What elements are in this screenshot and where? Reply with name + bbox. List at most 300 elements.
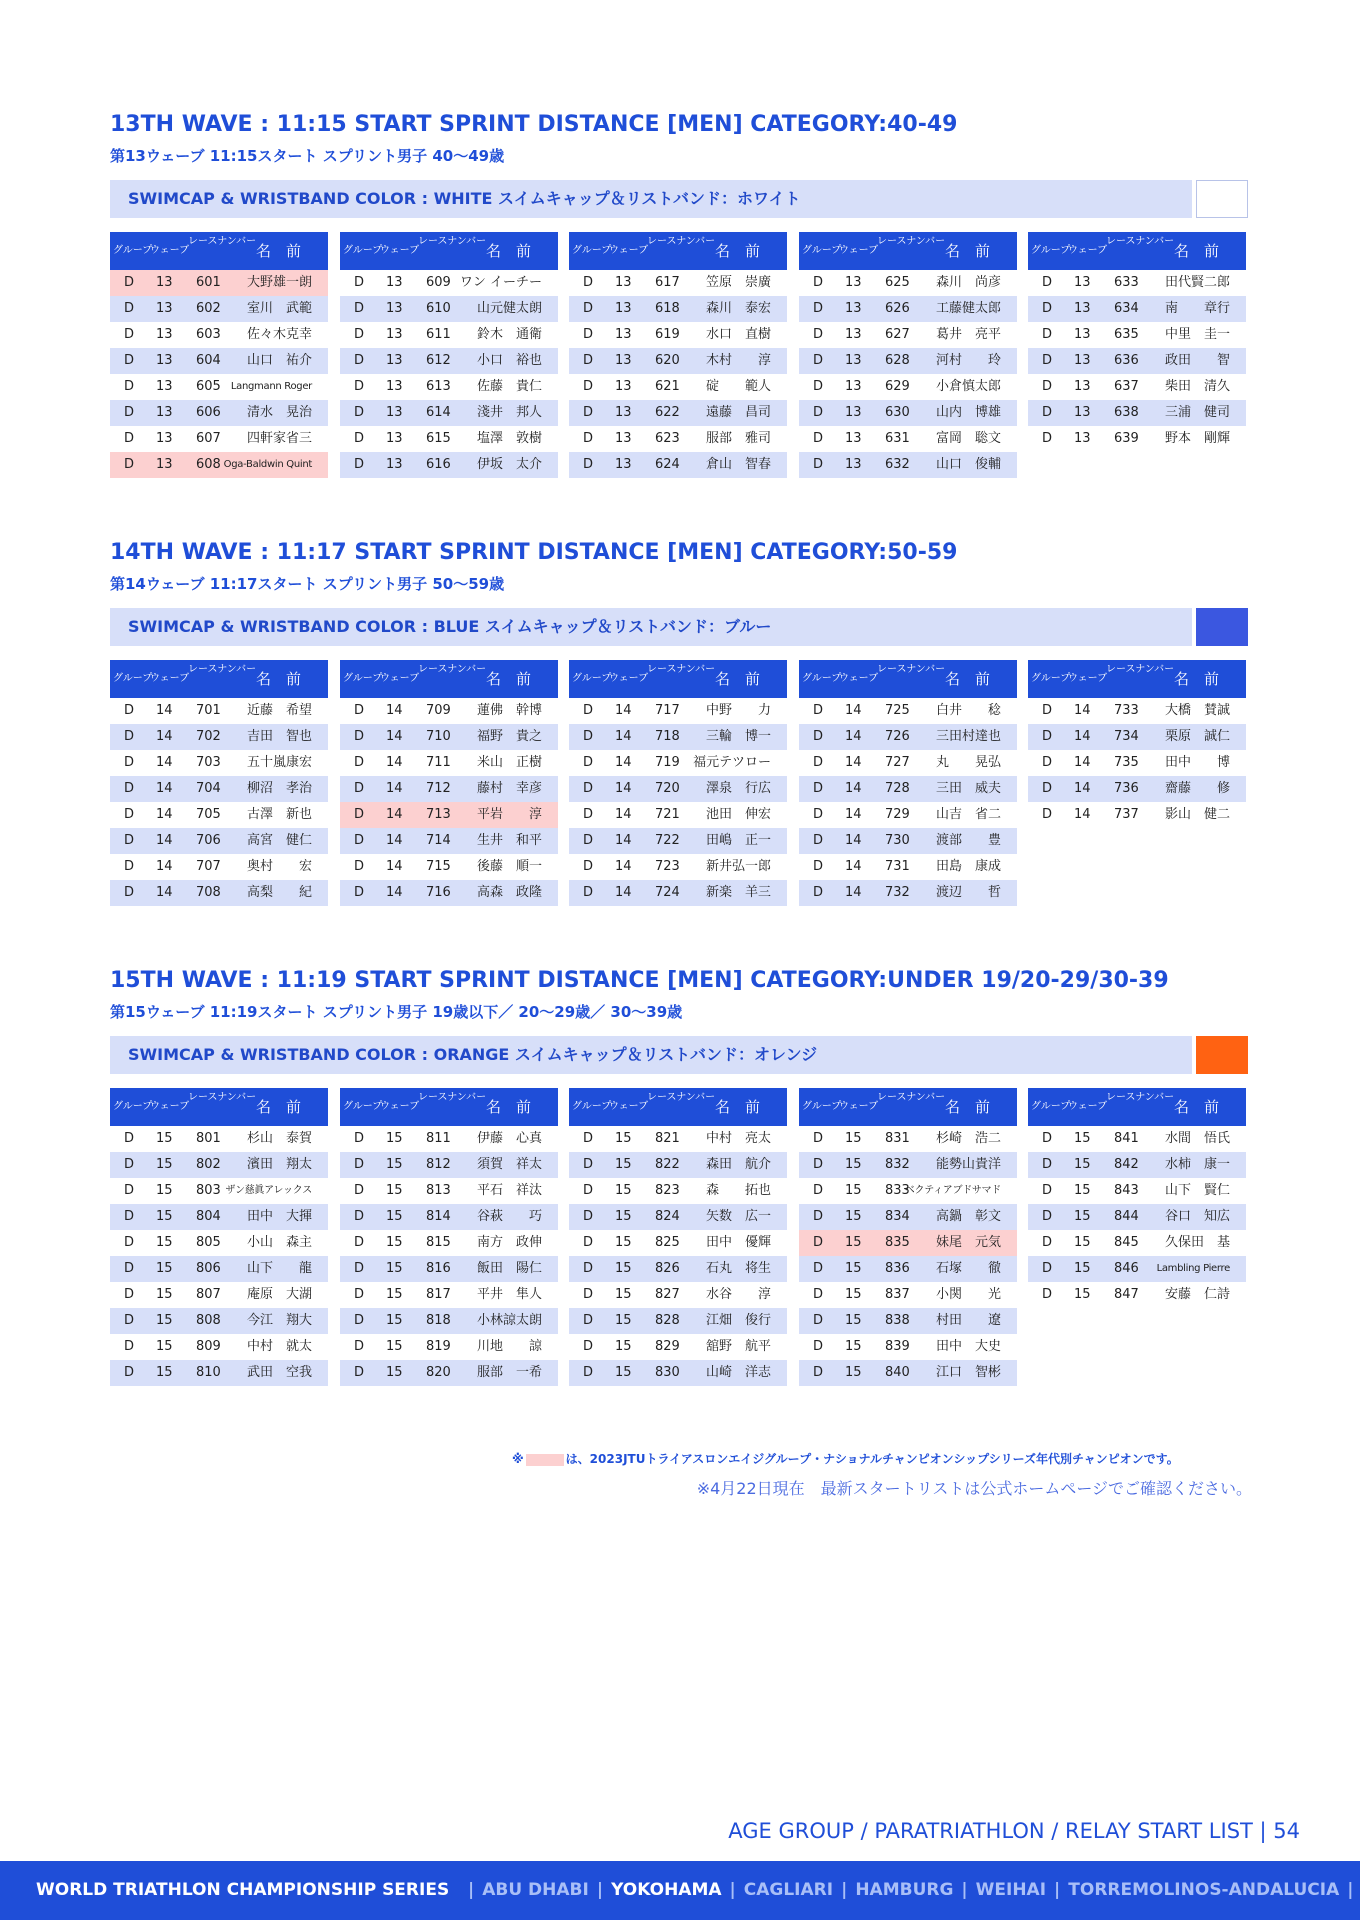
athlete-name-cell: 三輪 博一	[705, 729, 771, 744]
wave-cell: 14	[156, 833, 173, 848]
header-name: 名 前	[945, 242, 991, 260]
race-number-cell: 729	[885, 807, 910, 822]
table-row	[569, 348, 787, 374]
athlete-name-cell: 古澤 新也	[246, 807, 312, 822]
athlete-name-cell: 淺井 邦人	[476, 405, 542, 420]
race-number-cell: 844	[1114, 1209, 1139, 1224]
header-wave: ウェーブ	[609, 673, 649, 684]
race-number-cell: 841	[1114, 1131, 1139, 1146]
city-cagliari[interactable]: CAGLIARI	[743, 1880, 834, 1900]
wave-cell: 15	[156, 1209, 173, 1224]
group-cell: D	[583, 1365, 594, 1380]
group-cell: D	[354, 1313, 365, 1328]
athlete-name-cell: 工藤健太郎	[935, 301, 1001, 316]
wave-cell: 15	[386, 1157, 403, 1172]
wave-cell: 15	[386, 1313, 403, 1328]
wave-cell: 14	[156, 703, 173, 718]
athlete-name-cell: 田中 大揮	[246, 1209, 312, 1224]
table-header	[569, 660, 787, 698]
race-number-cell: 715	[426, 859, 451, 874]
start-list-table	[110, 660, 328, 906]
wave-cell: 14	[615, 781, 632, 796]
race-number-cell: 822	[655, 1157, 680, 1172]
table-row	[1028, 322, 1246, 348]
group-cell: D	[124, 379, 135, 394]
group-cell: D	[354, 1287, 365, 1302]
wave-cell: 13	[1074, 353, 1091, 368]
table-row	[799, 1308, 1017, 1334]
table-header	[569, 232, 787, 270]
group-cell: D	[813, 859, 824, 874]
table-row	[569, 322, 787, 348]
race-number-cell: 627	[885, 327, 910, 342]
wave-cell: 15	[845, 1235, 862, 1250]
group-cell: D	[813, 1183, 824, 1198]
athlete-name-cell: 室川 武範	[246, 301, 312, 316]
race-number-cell: 736	[1114, 781, 1139, 796]
table-row	[569, 698, 787, 724]
header-race-number: レースナンバー	[877, 664, 946, 675]
wave-cell: 15	[156, 1365, 173, 1380]
header-name: 名 前	[256, 1098, 302, 1116]
race-number-cell: 711	[426, 755, 451, 770]
table-row	[110, 400, 328, 426]
race-number-cell: 622	[655, 405, 680, 420]
header-wave: ウェーブ	[380, 245, 420, 256]
group-cell: D	[583, 431, 594, 446]
header-group: グループ	[343, 1101, 383, 1112]
header-name: 名 前	[715, 670, 761, 688]
wave-cell: 15	[615, 1313, 632, 1328]
table-row	[799, 828, 1017, 854]
group-cell: D	[1042, 729, 1053, 744]
race-number-cell: 637	[1114, 379, 1139, 394]
group-cell: D	[354, 379, 365, 394]
race-number-cell: 828	[655, 1313, 680, 1328]
wave-cell: 13	[845, 327, 862, 342]
wave-cell: 14	[1074, 781, 1091, 796]
athlete-name-cell: 山元健太朗	[476, 301, 542, 316]
header-race-number: レースナンバー	[418, 1092, 487, 1103]
wave-cell: 15	[615, 1235, 632, 1250]
group-cell: D	[813, 275, 824, 290]
table-row	[799, 802, 1017, 828]
athlete-name-cell: 後藤 順一	[476, 859, 542, 874]
table-row	[340, 426, 558, 452]
update-note: ※4月22日現在 最新スタートリストは公式ホームページでご確認ください。	[696, 1479, 1252, 1498]
wave-title: 15TH WAVE : 11:19 START SPRINT DISTANCE [MEN] CATEGORY:UNDER 19/20-29/30-39	[110, 968, 1169, 993]
race-number-cell: 807	[196, 1287, 221, 1302]
group-cell: D	[1042, 301, 1053, 316]
table-row	[569, 374, 787, 400]
table-row	[340, 1334, 558, 1360]
city-torremolinos-andalucia[interactable]: TORREMOLINOS-ANDALUCIA	[1068, 1880, 1340, 1900]
wave-cell: 15	[386, 1365, 403, 1380]
header-wave: ウェーブ	[150, 1101, 190, 1112]
group-cell: D	[813, 379, 824, 394]
table-row	[569, 880, 787, 906]
table-row	[340, 750, 558, 776]
table-header	[110, 1088, 328, 1126]
race-number-cell: 603	[196, 327, 221, 342]
wave-cell: 15	[615, 1157, 632, 1172]
table-row	[799, 322, 1017, 348]
race-number-cell: 830	[655, 1365, 680, 1380]
header-group: グループ	[802, 673, 842, 684]
wave-cell: 13	[156, 379, 173, 394]
table-row	[340, 1230, 558, 1256]
race-number-cell: 824	[655, 1209, 680, 1224]
race-number-cell: 714	[426, 833, 451, 848]
athlete-name-cell: Langmann Roger	[230, 381, 312, 392]
city-weihai[interactable]: WEIHAI	[975, 1880, 1047, 1900]
header-wave: ウェーブ	[839, 1101, 879, 1112]
race-number-cell: 610	[426, 301, 451, 316]
race-number-cell: 836	[885, 1261, 910, 1276]
wave-cell: 13	[386, 457, 403, 472]
header-group: グループ	[113, 673, 153, 684]
table-row	[799, 374, 1017, 400]
athlete-name-cell: 鈴木 通衛	[476, 327, 542, 342]
group-cell: D	[354, 301, 365, 316]
race-number-cell: 823	[655, 1183, 680, 1198]
athlete-name-cell: 大野雄一朗	[246, 275, 312, 290]
wave-cell: 14	[1074, 807, 1091, 822]
race-number-cell: 631	[885, 431, 910, 446]
race-number-cell: 838	[885, 1313, 910, 1328]
wave-cell: 15	[386, 1131, 403, 1146]
group-cell: D	[124, 755, 135, 770]
header-group: グループ	[1031, 245, 1071, 256]
table-header	[340, 660, 558, 698]
wave-cell: 15	[615, 1209, 632, 1224]
start-list-table	[799, 232, 1017, 478]
wave-cell: 15	[845, 1287, 862, 1302]
table-row	[799, 296, 1017, 322]
race-number-cell: 839	[885, 1339, 910, 1354]
group-cell: D	[583, 275, 594, 290]
athlete-name-cell: 遠藤 昌司	[705, 405, 771, 420]
swimcap-color-swatch	[1196, 1036, 1248, 1074]
athlete-name-cell: 奥村 宏	[246, 859, 312, 874]
table-row	[799, 1282, 1017, 1308]
table-row	[799, 426, 1017, 452]
group-cell: D	[813, 1235, 824, 1250]
wave-cell: 15	[156, 1261, 173, 1276]
table-row	[799, 724, 1017, 750]
table-row	[340, 1126, 558, 1152]
wave-cell: 13	[1074, 379, 1091, 394]
athlete-name-cell: 澤泉 行広	[705, 781, 771, 796]
table-row	[1028, 348, 1246, 374]
race-number-cell: 735	[1114, 755, 1139, 770]
header-name: 名 前	[486, 670, 532, 688]
group-cell: D	[583, 379, 594, 394]
race-number-cell: 728	[885, 781, 910, 796]
table-row	[569, 1152, 787, 1178]
group-cell: D	[124, 1339, 135, 1354]
table-row	[799, 348, 1017, 374]
group-cell: D	[124, 833, 135, 848]
city-separator: |	[841, 1880, 848, 1900]
athlete-name-cell: 吉田 智也	[246, 729, 312, 744]
race-number-cell: 616	[426, 457, 451, 472]
group-cell: D	[354, 833, 365, 848]
race-number-cell: 626	[885, 301, 910, 316]
athlete-name-cell: 中野 力	[705, 703, 771, 718]
athlete-name-cell: 山下 龍	[246, 1261, 312, 1276]
header-name: 名 前	[486, 242, 532, 260]
swimcap-color-label: SWIMCAP & WRISTBAND COLOR : ORANGE スイムキャップ＆リストバンド：オレンジ	[110, 1036, 1192, 1074]
race-number-cell: 814	[426, 1209, 451, 1224]
athlete-name-cell: 生井 和平	[476, 833, 542, 848]
group-cell: D	[124, 885, 135, 900]
athlete-name-cell: 小関 光	[935, 1287, 1001, 1302]
race-number-cell: 623	[655, 431, 680, 446]
header-wave: ウェーブ	[1068, 1101, 1108, 1112]
wave-cell: 13	[615, 327, 632, 342]
race-number-cell: 720	[655, 781, 680, 796]
race-number-cell: 617	[655, 275, 680, 290]
athlete-name-cell: 中村 就太	[246, 1339, 312, 1354]
group-cell: D	[124, 703, 135, 718]
wave-cell: 14	[156, 885, 173, 900]
group-cell: D	[1042, 431, 1053, 446]
wave-cell: 14	[845, 755, 862, 770]
table-row	[1028, 1256, 1246, 1282]
table-row	[340, 828, 558, 854]
group-cell: D	[354, 353, 365, 368]
wave-section	[110, 110, 1248, 532]
group-cell: D	[583, 1339, 594, 1354]
table-row	[569, 724, 787, 750]
race-number-cell: 636	[1114, 353, 1139, 368]
header-race-number: レースナンバー	[418, 236, 487, 247]
wave-cell: 15	[615, 1183, 632, 1198]
table-row	[110, 270, 328, 296]
table-row	[569, 1282, 787, 1308]
group-cell: D	[583, 1313, 594, 1328]
city-yokohama[interactable]: YOKOHAMA	[611, 1880, 722, 1900]
table-header	[110, 660, 328, 698]
group-cell: D	[583, 327, 594, 342]
athlete-name-cell: 谷萩 巧	[476, 1209, 542, 1224]
group-cell: D	[813, 405, 824, 420]
table-row	[1028, 296, 1246, 322]
table-row	[110, 1282, 328, 1308]
group-cell: D	[1042, 1157, 1053, 1172]
athlete-name-cell: 渡辺 哲	[935, 885, 1001, 900]
wave-cell: 14	[845, 729, 862, 744]
race-number-cell: 840	[885, 1365, 910, 1380]
group-cell: D	[354, 1235, 365, 1250]
race-number-cell: 813	[426, 1183, 451, 1198]
swimcap-color-swatch	[1196, 608, 1248, 646]
race-number-cell: 809	[196, 1339, 221, 1354]
athlete-name-cell: 妹尾 元気	[935, 1235, 1001, 1250]
group-cell: D	[354, 327, 365, 342]
group-cell: D	[124, 1209, 135, 1224]
wave-cell: 13	[386, 431, 403, 446]
race-number-cell: 608	[196, 457, 221, 472]
wave-cell: 13	[156, 301, 173, 316]
group-cell: D	[813, 1365, 824, 1380]
athlete-name-cell: 高宮 健仁	[246, 833, 312, 848]
header-race-number: レースナンバー	[877, 236, 946, 247]
group-cell: D	[124, 1235, 135, 1250]
wave-cell: 14	[156, 807, 173, 822]
group-cell: D	[124, 457, 135, 472]
race-number-cell: 723	[655, 859, 680, 874]
city-hamburg[interactable]: HAMBURG	[855, 1880, 954, 1900]
wave-cell: 14	[845, 859, 862, 874]
start-list-table	[569, 1088, 787, 1386]
athlete-name-cell: 田代賢二郎	[1164, 275, 1230, 290]
table-row	[1028, 776, 1246, 802]
city-separator: |	[1054, 1880, 1061, 1900]
group-cell: D	[813, 327, 824, 342]
group-cell: D	[354, 781, 365, 796]
table-row	[1028, 374, 1246, 400]
group-cell: D	[813, 1157, 824, 1172]
group-cell: D	[124, 1365, 135, 1380]
table-header	[1028, 232, 1246, 270]
group-cell: D	[583, 1183, 594, 1198]
wave-cell: 13	[1074, 301, 1091, 316]
athlete-name-cell: 政田 智	[1164, 353, 1230, 368]
table-row	[799, 1360, 1017, 1386]
header-wave: ウェーブ	[609, 245, 649, 256]
race-number-cell: 708	[196, 885, 221, 900]
athlete-name-cell: 川地 諒	[476, 1339, 542, 1354]
table-row	[340, 854, 558, 880]
header-group: グループ	[1031, 1101, 1071, 1112]
wave-cell: 15	[386, 1287, 403, 1302]
wave-cell: 14	[615, 859, 632, 874]
race-number-cell: 635	[1114, 327, 1139, 342]
athlete-name-cell: 伊藤 心真	[476, 1131, 542, 1146]
athlete-name-cell: ベクティアブドサマド	[904, 1185, 1001, 1196]
table-row	[569, 1360, 787, 1386]
table-row	[340, 1282, 558, 1308]
footer-bar	[0, 1861, 1360, 1920]
group-cell: D	[124, 1183, 135, 1198]
group-cell: D	[583, 1157, 594, 1172]
header-name: 名 前	[1174, 1098, 1220, 1116]
group-cell: D	[583, 457, 594, 472]
wave-cell: 15	[845, 1209, 862, 1224]
athlete-name-cell: 影山 健二	[1164, 807, 1230, 822]
race-number-cell: 634	[1114, 301, 1139, 316]
table-row	[799, 880, 1017, 906]
wave-cell: 14	[386, 781, 403, 796]
table-row	[1028, 698, 1246, 724]
athlete-name-cell: 山内 博雄	[935, 405, 1001, 420]
race-number-cell: 846	[1114, 1261, 1139, 1276]
table-row	[569, 1178, 787, 1204]
group-cell: D	[124, 301, 135, 316]
wave-cell: 14	[156, 755, 173, 770]
group-cell: D	[583, 755, 594, 770]
wave-section	[110, 538, 1248, 960]
athlete-name-cell: 須賀 祥太	[476, 1157, 542, 1172]
wave-cell: 14	[615, 729, 632, 744]
athlete-name-cell: 栗原 誠仁	[1164, 729, 1230, 744]
athlete-name-cell: 矢数 広一	[705, 1209, 771, 1224]
table-row	[569, 426, 787, 452]
table-row	[110, 1256, 328, 1282]
athlete-name-cell: 庵原 大湖	[246, 1287, 312, 1302]
athlete-name-cell: 三田 威夫	[935, 781, 1001, 796]
table-row	[110, 802, 328, 828]
champion-color-legend	[526, 1454, 564, 1466]
table-row	[799, 1204, 1017, 1230]
wave-cell: 13	[386, 301, 403, 316]
race-number-cell: 702	[196, 729, 221, 744]
athlete-name-cell: 小倉慎太郎	[935, 379, 1001, 394]
wave-cell: 13	[386, 275, 403, 290]
race-number-cell: 834	[885, 1209, 910, 1224]
table-header	[1028, 1088, 1246, 1126]
athlete-name-cell: 福元テツロー	[693, 755, 771, 770]
table-row	[110, 322, 328, 348]
race-number-cell: 820	[426, 1365, 451, 1380]
athlete-name-cell: 佐々木克幸	[246, 327, 312, 342]
wave-cell: 15	[386, 1183, 403, 1198]
header-race-number: レースナンバー	[418, 664, 487, 675]
group-cell: D	[124, 1131, 135, 1146]
table-row	[340, 1152, 558, 1178]
athlete-name-cell: 碇 範人	[705, 379, 771, 394]
race-number-cell: 734	[1114, 729, 1139, 744]
header-wave: ウェーブ	[150, 673, 190, 684]
race-number-cell: 639	[1114, 431, 1139, 446]
athlete-name-cell: 江口 智彬	[935, 1365, 1001, 1380]
race-number-cell: 803	[196, 1183, 221, 1198]
athlete-name-cell: ザン慈眞アレックス	[225, 1185, 312, 1196]
header-race-number: レースナンバー	[188, 1092, 257, 1103]
table-row	[340, 348, 558, 374]
athlete-name-cell: 四軒家省三	[246, 431, 312, 446]
city-abu-dhabi[interactable]: ABU DHABI	[482, 1880, 589, 1900]
table-row	[569, 1334, 787, 1360]
table-row	[1028, 1178, 1246, 1204]
wave-cell: 15	[845, 1313, 862, 1328]
wave-cell: 15	[156, 1131, 173, 1146]
table-row	[110, 750, 328, 776]
race-number-cell: 737	[1114, 807, 1139, 822]
table-row	[569, 1256, 787, 1282]
wave-cell: 14	[156, 729, 173, 744]
athlete-name-cell: 能勢山貴洋	[935, 1157, 1001, 1172]
race-number-cell: 611	[426, 327, 451, 342]
wave-cell: 13	[845, 431, 862, 446]
wave-cell: 15	[845, 1339, 862, 1354]
race-number-cell: 727	[885, 755, 910, 770]
group-cell: D	[1042, 781, 1053, 796]
wave-cell: 15	[615, 1339, 632, 1354]
race-number-cell: 633	[1114, 275, 1139, 290]
athlete-name-cell: 村田 遼	[935, 1313, 1001, 1328]
header-group: グループ	[1031, 673, 1071, 684]
start-list-table	[340, 660, 558, 906]
table-row	[110, 296, 328, 322]
table-row	[799, 776, 1017, 802]
athlete-name-cell: 三田村達也	[935, 729, 1001, 744]
race-number-cell: 831	[885, 1131, 910, 1146]
group-cell: D	[813, 729, 824, 744]
wave-cell: 14	[615, 807, 632, 822]
